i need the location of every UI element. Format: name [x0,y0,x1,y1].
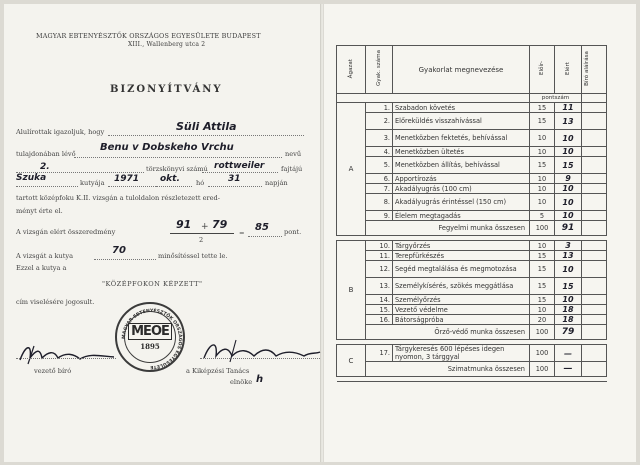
exercise-name: Apportírozás [393,174,530,184]
section-total-achieved: — [555,362,582,377]
breed-line [202,172,278,173]
exercise-number: 14. [366,295,393,305]
prescribed-points: 15 [530,103,555,113]
exercise-name: Személykísérés, szökés meggátlása [393,278,530,295]
exercise-name: Menetközben ültetés [393,147,530,157]
dog-name-line [74,157,282,158]
owner-line [108,135,304,136]
result-label: A vizsgán elért összeredmény [16,228,116,236]
stamp-ring-text: MAGYAR EBTENYÉSZTŐK ORSZÁGOS EGYESÜLETE [121,308,183,370]
percent-value: 70 [112,245,126,256]
header-row [337,46,607,94]
judge-signature-cell [582,241,607,251]
header-ach-cell [555,46,582,94]
exercise-name: Élelem megtagadás [393,211,530,221]
napjan-label: napján [265,179,288,187]
stamp-ring [117,304,187,374]
exercise-name: Tárgyőrzés [393,241,530,251]
total-line [248,236,282,237]
prescribed-points: 15 [530,251,555,261]
line-5: tartott középfoku K.II. vizsgán a tuloldalon részletezett ered- [16,194,221,202]
table-row [337,345,607,362]
day-line [208,186,262,187]
month-line [156,186,192,187]
judge-signature-cell [582,251,607,261]
subheader-sig-blank [582,94,607,103]
line-6: ményt érte el. [16,207,63,215]
table-row [337,103,607,113]
section-total-signature [582,325,607,340]
svg-text:MAGYAR EBTENYÉSZTŐK ORSZÁGOS E [121,306,184,370]
judge-signature-cell [582,295,607,305]
table-row [337,315,607,325]
line-3-breed-label: fajtájú [281,165,303,173]
table-row [337,251,607,261]
judge-signature-cell [582,305,607,315]
header-area: Ágazat [348,58,354,79]
achieved-points: 18 [555,315,582,325]
prescribed-points: 20 [530,315,555,325]
exercise-name: Akadályugrás (100 cm) [393,184,530,194]
exam-year: 1971 [114,174,140,184]
spacer-cell [337,377,607,382]
section-total-row [337,325,607,340]
header-area-cell [337,46,366,94]
exercise-number: 2. [366,113,393,130]
section-total-label: Szimatmunka összesen [366,362,530,377]
organization-address: XIII., Wallenberg utca 2 [128,41,206,48]
exercise-name: Vezető védelme [393,305,530,315]
prescribed-points: 10 [530,130,555,147]
exercise-name: Bátorságpróba [393,315,530,325]
exercise-name: Akadályugrás érintéssel (150 cm) [393,194,530,211]
achieved-points: 9 [555,174,582,184]
exercise-number: 5. [366,157,393,174]
table-row [337,211,607,221]
place-line [16,186,78,187]
prescribed-points: 15 [530,157,555,174]
line-8-prefix: A vizsgát a kutya [16,252,74,260]
exercise-name: Tárgykeresés 600 lépéses idegen nyomon, 3 tárggyal [393,345,530,362]
section-spacer [337,377,607,382]
association-stamp [115,302,185,372]
line-8-suffix: minősítéssel tette le. [158,252,228,260]
council-line [200,358,320,359]
score-equals: = [239,229,245,237]
judge-signature-cell [582,157,607,174]
exercise-number: 4. [366,147,393,157]
judge-signature-cell [582,184,607,194]
breed: rottweiler [214,161,265,171]
table-row [337,241,607,251]
prescribed-points: 15 [530,278,555,295]
exercise-number: 8. [366,194,393,211]
achieved-points: 10 [555,147,582,157]
section-total-label: Fegyelmi munka összesen [366,221,530,236]
pedigree-number: 2. [40,162,50,172]
exercise-number: 13. [366,278,393,295]
page-fold [320,4,324,462]
section-total-points: 100 [530,221,555,236]
line-2-prefix: tulajdonában lévő [16,150,76,158]
section-total-signature [582,362,607,377]
exercise-number: 3. [366,130,393,147]
ho-label: hó [196,179,205,187]
organization-name: MAGYAR EBTENYÉSZTŐK ORSZÁGOS EGYESÜLETE BUDAPEST [36,32,261,40]
achieved-points: 11 [555,103,582,113]
owner-name: Süli Attila [176,120,237,133]
exercise-number: 17. [366,345,393,362]
judge-line [16,358,116,359]
subheader-blank [337,94,530,103]
exercise-name: Segéd megtalálása és megmotozása [393,261,530,278]
line-2-suffix: nevű [285,150,302,158]
achieved-points: 15 [555,157,582,174]
prescribed-points: 15 [530,113,555,130]
exercise-name: Személyőrzés [393,295,530,305]
qualification: "KÖZÉPFOKON KÉPZETT" [102,280,203,288]
section-letter: B [337,241,366,340]
score-a: 91 [176,218,192,231]
achieved-points: 10 [555,211,582,221]
table-row [337,184,607,194]
achieved-points: 18 [555,305,582,315]
section-total-row [337,362,607,377]
achieved-points: 3 [555,241,582,251]
judge-signature-cell [582,278,607,295]
exam-month: okt. [160,174,180,184]
achieved-points: 15 [555,278,582,295]
prescribed-points: 10 [530,147,555,157]
table-row [337,130,607,147]
table-row [337,295,607,305]
judge-signature-cell [582,194,607,211]
exercise-name: Szabadon követés [393,103,530,113]
header-sig-cell [582,46,607,94]
achieved-points: — [555,345,582,362]
score-plus: + [201,222,209,232]
chair-handwriting: h [256,374,264,385]
header-ach: Elért [565,61,571,76]
exercise-number: 1. [366,103,393,113]
stamp-year: 1895 [140,342,160,351]
prescribed-points: 10 [530,194,555,211]
percent-line [94,259,156,260]
table-row [337,261,607,278]
section-total-points: 100 [530,325,555,340]
section-total-label: Őrző-védő munka összesen [366,325,530,340]
prescribed-points: 100 [530,345,555,362]
section-total-achieved: 79 [555,325,582,340]
line-9: Ezzel a kutya a [16,264,67,272]
table-row [337,147,607,157]
section-letter: C [337,345,366,377]
exercise-name: Terepfürkészés [393,251,530,261]
judge-signature-cell [582,261,607,278]
exercise-number: 6. [366,174,393,184]
table-row [337,113,607,130]
line-1-label: Alulírottak igazoljuk, hogy [16,128,105,136]
exercise-number: 16. [366,315,393,325]
achieved-points: 10 [555,295,582,305]
achieved-points: 10 [555,184,582,194]
achieved-points: 13 [555,113,582,130]
prescribed-points: 15 [530,295,555,305]
exercise-number: 11. [366,251,393,261]
judge-signature-cell [582,103,607,113]
council-label: a Kiképzési Tanács [186,367,250,375]
exercise-number: 15. [366,305,393,315]
prescribed-points: 15 [530,261,555,278]
score-divisor: 2 [199,236,204,244]
achieved-points: 10 [555,194,582,211]
council-signature [196,336,324,368]
judge-signature-cell [582,130,607,147]
results-table [336,45,607,382]
pont-label: pont. [284,228,302,236]
score-b: 79 [212,218,228,231]
judge-signature-cell [582,113,607,130]
header-name: Gyakorlat megnevezése [393,46,530,94]
achieved-points: 10 [555,130,582,147]
exercise-number: 12. [366,261,393,278]
header-num-cell [366,46,393,94]
header-sig: Bíró aláírása [584,51,590,86]
prescribed-points: 10 [530,305,555,315]
year-line [108,186,156,187]
judge-signature-cell [582,147,607,157]
section-total-row [337,221,607,236]
score-total: 85 [255,222,269,233]
fraction-bar [170,233,234,234]
points-subheader-row [337,94,607,103]
section-total-achieved: 91 [555,221,582,236]
achieved-points: 10 [555,261,582,278]
chair-label: elnöke [230,378,253,386]
prescribed-points: 10 [530,184,555,194]
line-10: cím viselésére jogosult. [16,298,95,306]
judge-signature [14,340,124,370]
header-pts: Előír- [539,61,545,76]
header-num: Gyak. száma [376,50,382,87]
table-row [337,174,607,184]
header-pts-sub: pontszám [530,94,582,103]
exercise-number: 10. [366,241,393,251]
exercise-name: Menetközben állítás, behívással [393,157,530,174]
certificate-title: BIZONYÍTVÁNY [110,84,223,95]
judge-signature-cell [582,174,607,184]
results-body [337,46,607,382]
exercise-number: 7. [366,184,393,194]
exam-place: Szuka [16,173,47,183]
exercise-name: Menetközben fektetés, behívással [393,130,530,147]
table-row [337,157,607,174]
exercise-number: 9. [366,211,393,221]
exam-day: 31 [228,174,241,184]
stamp-logo: MEOE [128,323,172,340]
section-total-points: 100 [530,362,555,377]
judge-signature-cell [582,211,607,221]
section-total-signature [582,221,607,236]
kutya-label: kutyája [80,179,105,187]
prescribed-points: 10 [530,241,555,251]
table-row [337,305,607,315]
line-3-label: törzskönyvi számú [146,165,208,173]
dog-name: Benu v Dobskeho Vrchu [100,142,234,153]
judge-signature-cell [582,345,607,362]
judge-label: vezető bíró [34,367,72,375]
section-letter: A [337,103,366,236]
achieved-points: 13 [555,251,582,261]
header-pts-cell [530,46,555,94]
table-row [337,278,607,295]
prescribed-points: 5 [530,211,555,221]
judge-signature-cell [582,315,607,325]
exercise-name: Előreküldés visszahívással [393,113,530,130]
table-row [337,194,607,211]
prescribed-points: 10 [530,174,555,184]
